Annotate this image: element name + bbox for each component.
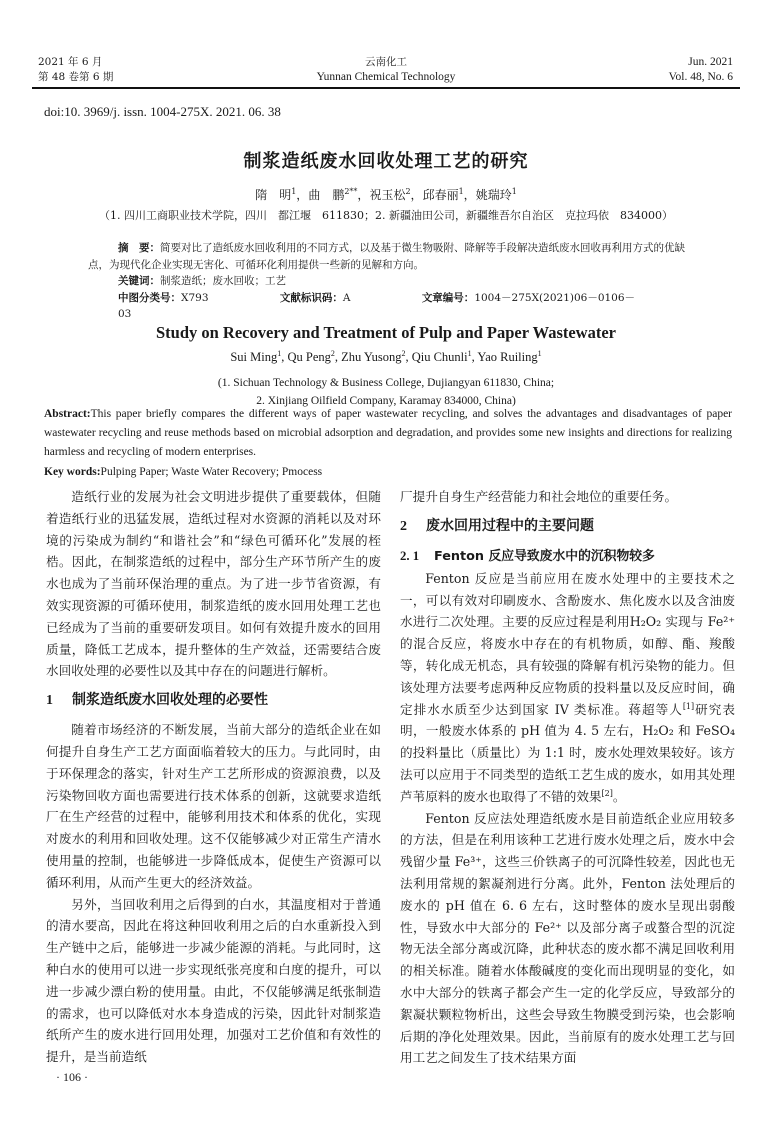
author-en: Qu Peng$^2$ bbox=[287, 348, 335, 364]
journal-name-cn: 云南化工 bbox=[365, 56, 407, 68]
keywords-en bbox=[44, 463, 732, 482]
body-column-right bbox=[400, 486, 735, 1069]
header-center bbox=[0, 55, 772, 85]
body-column-left bbox=[46, 486, 381, 1068]
abstract-en-text: This paper briefly compares the different ways of paper wastewater recycling, and solves the advantages and disadvantages of paper wastewater recycling and reuse methods based on microbial adsorption and degradation, and provides some new insights and directions for realizing harmless and recycling of modern enterprises. bbox=[44, 408, 732, 459]
section-1-paragraph-2: 另外，当回收利用之后得到的白水，其温度相对于普通的清水要高，因此在将这种回收利用之后的白水重新投入到生产链中之后，能够进一步减少能源的消耗。与此同时，这种白水的使用可以进一步实现纸张亮度和白度的提升，可以进一步减少漂白粉的使用量。由此，不仅能够满足纸张制造的需求，也可以降低对水本身造成的污染，因此针对制浆造纸所产生的废水进行回用处理，加强对工艺价值和有效性的提升，是当前造纸 bbox=[46, 896, 381, 1065]
header-issue-en: Vol. 48, No. 6 bbox=[668, 71, 733, 83]
keywords-cn-label: 关键词： bbox=[118, 275, 160, 287]
abstract-en-label: Abstract: bbox=[44, 408, 91, 420]
title-cn: 制浆造纸废水回收处理工艺的研究 bbox=[243, 151, 529, 172]
journal-name-en: Yunnan Chemical Technology bbox=[316, 71, 456, 83]
authors-cn: 隋 明$^1$，曲 鹏$^{2**}$，祝玉松$^2$，邱春丽$^1$，姚瑞玲$^1$ bbox=[255, 187, 517, 202]
classification-line bbox=[88, 290, 688, 323]
affiliation-en-line: 2. Xinjiang Oilfield Company, Karamay 834000, China) bbox=[256, 395, 516, 407]
document-code: 文献标识码：A bbox=[279, 291, 351, 304]
author-cn: 姚瑞玲$^1$ bbox=[475, 187, 517, 202]
keywords-en-label: Key words: bbox=[44, 465, 101, 478]
abstract-en-block bbox=[44, 405, 732, 482]
citation-2[interactable]: [2] bbox=[601, 788, 613, 798]
title-en: Study on Recovery and Treatment of Pulp and Paper Wastewater bbox=[155, 323, 616, 342]
abstract-cn-label: 摘 要： bbox=[118, 242, 160, 254]
section-2-heading: 2 废水回用过程中的主要问题 bbox=[400, 517, 594, 534]
doi[interactable]: doi:10. 3969/j. issn. 1004-275X. 2021. 06. 38 bbox=[44, 104, 281, 119]
keywords-cn bbox=[88, 273, 688, 290]
abstract-cn bbox=[88, 240, 688, 273]
author-cn: 隋 明$^1$ bbox=[255, 187, 297, 202]
header-right bbox=[669, 55, 733, 85]
intro-paragraph: 造纸行业的发展为社会文明进步提供了重要载体，但随着造纸行业的迅猛发展，造纸过程对水资源的消耗以及对环境的污染成为制约“和谐社会”和“绿色可循环化”发展的桎梏。因此，在制浆造纸的过程中，部分生产环节所产生的废水也成为了当前环保治理的重点。为了进一步节省资源，有效实现资源的可循环使用，制浆造纸的废水回用处理工艺也已经成为了当前的重要研发项目。如何有效提升废水的回用质量，降低工艺成本，提升整体的生产效益，还需要结合废水回收处理的必要性以及其中存在的问题进行解析。 bbox=[46, 489, 381, 679]
page-number: · 106 · bbox=[56, 1070, 88, 1084]
header-issue-cn: 第 48 卷第 6 期 bbox=[38, 71, 114, 83]
author-cn: 曲 鹏$^{2**}$ bbox=[308, 187, 358, 202]
author-cn: 邱春丽$^1$ bbox=[422, 187, 464, 202]
author-en: Sui Ming$^1$ bbox=[230, 348, 282, 364]
section-2-1-paragraph-2: Fenton 反应法处理造纸废水是目前造纸企业应用较多的方法，但是在利用该种工艺进行废水处理之后，废水中会残留少量 Fe³⁺，这些三价铁离子的可沉降性较差，因此也无法利用常规的絮凝剂进行分离。此外，Fenton 法处理后的废水的 pH 值在 6. 6 左右，这时整体的废水呈现出弱酸性，导致水中大部分的 Fe²⁺ 以及部分离子或螯合型的沉淀物无法全部分离或沉降，此种状态的废水都不满足回收利用的相关标准。随着水体酸碱度的变化而出现明显的变化，如水中大部分的铁离子都会产生一定的化学反应，导致部分的絮凝状颗粒物析出，这些会导致生物膜受到污染，也会影响后期的净化处理效果。因此，当前原有的废水处理工艺与回用工艺之间发生了技术结果方面 bbox=[400, 810, 735, 1066]
article-number: 文章编号：1004－275X(2021)06－0106－03 bbox=[118, 291, 636, 320]
header-rule bbox=[32, 87, 740, 89]
section-1-paragraph-1: 随着市场经济的不断发展，当前大部分的造纸企业在如何提升自身生产工艺方面面临着较大的压力。与此同时，由于环保理念的落实，针对生产工艺所形成的资源浪费，以及污染物回收方面也需要进行技术体系的创新，这就要求造纸厂在生产经营的过程中，能够利用技术和体系的优化，实现对废水的利用和回收处理。这不仅能够减少对正常生产清水使用量的控制，也能够进一步降低成本，促使生产资源可以循环利用，从而产生更大的经济效益。 bbox=[46, 722, 381, 890]
keywords-en-text: Pulping Paper; Waste Water Recovery; Pmocess bbox=[100, 465, 323, 478]
abstract-cn-block bbox=[88, 240, 688, 323]
affiliation-en-line: (1. Sichuan Technology & Business College, Dujiangyan 611830, China; bbox=[217, 377, 555, 389]
section-1-heading: 1 制浆造纸废水回收处理的必要性 bbox=[46, 692, 268, 709]
abstract-en bbox=[44, 405, 732, 463]
author-en: Qiu Chunli$^1$ bbox=[411, 348, 472, 364]
clc-number: 中图分类号：X793 bbox=[118, 291, 209, 304]
keywords-cn-text: 制浆造纸；废水回收；工艺 bbox=[160, 275, 286, 287]
author-en: Yao Ruiling$^1$ bbox=[477, 348, 542, 364]
section-2-1-paragraph-1: Fenton 反应是当前应用在废水处理中的主要技术之一，可以有效对印刷废水、含酚废水、焦化废水以及含油废水进行二次处理。主要的反应过程是利用H₂O₂ 实现与 Fe²⁺ 的混合反应，将废水中存在的有机物质，如醇、酯、羧酸等，转化成无机态，具有较强的降解有机污染物的能力。但该处理方法要考虑两种反应物质的投料量以及反应时间，确定排水水质至少达到国家 IV 类标准。蒋超等人[1]研究表明，一般废水体系的 pH 值为 4. 5 左右，H₂O₂ 和 FeSO₄ 的投料量比（质量比）为 1:1 时，废水处理效果较好。该方法可以应用于不同类型的造纸工艺生成的废水，如用其处理芦苇原料的废水也取得了不错的效果[2]。 bbox=[400, 570, 736, 804]
authors-en: Sui Ming$^1$, Qu Peng$^2$, Zhu Yusong$^2$, Qiu Chunli$^1$, Yao Ruiling$^1$ bbox=[230, 348, 542, 364]
section-2-1-heading: 2. 1 Fenton 反应导致废水中的沉积物较多 bbox=[400, 548, 655, 564]
author-cn: 祝玉松$^2$ bbox=[369, 187, 411, 202]
header-date-cn: 2021 年 6 月 bbox=[38, 56, 103, 68]
affiliation-cn: （1. 四川工商职业技术学院，四川 都江堰 611830；2. 新疆油田公司，新疆维吾尔自治区 克拉玛依 834000） bbox=[99, 209, 673, 222]
author-en: Zhu Yusong$^2$ bbox=[341, 348, 406, 364]
section-1-paragraph-2-continued: 厂提升自身生产经营能力和社会地位的重要任务。 bbox=[400, 489, 678, 504]
abstract-cn-text: 简要对比了造纸废水回收利用的不同方式，以及基于微生物吸附、降解等手段解决造纸废水回收再利用方式的优缺点，为现代化企业实现无害化、可循环化利用提供一些新的见解和方向。 bbox=[88, 242, 685, 271]
header-date-en: Jun. 2021 bbox=[688, 56, 733, 68]
citation-1[interactable]: [1] bbox=[682, 701, 695, 711]
